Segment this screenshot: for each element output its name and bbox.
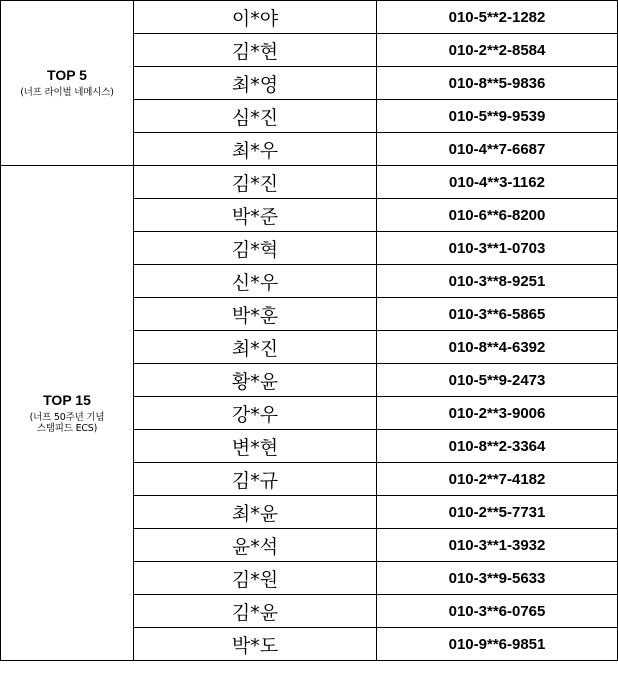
winner-name: 박*도 bbox=[134, 628, 377, 661]
prize-group-subtitle: (너프 50주년 기념 bbox=[29, 411, 105, 423]
winner-row bbox=[1, 1, 618, 34]
winner-phone: 010-2**5-7731 bbox=[377, 496, 618, 529]
winner-phone: 010-4**7-6687 bbox=[377, 133, 618, 166]
winner-phone: 010-6**6-8200 bbox=[377, 199, 618, 232]
winner-phone: 010-3**6-0765 bbox=[377, 595, 618, 628]
winner-phone: 010-2**2-8584 bbox=[377, 34, 618, 67]
winner-name: 최*진 bbox=[134, 331, 377, 364]
winner-name: 김*규 bbox=[134, 463, 377, 496]
prize-group-title: TOP 15 bbox=[43, 391, 91, 408]
prize-group-title: TOP 5 bbox=[47, 66, 87, 83]
winner-phone: 010-2**3-9006 bbox=[377, 397, 618, 430]
winner-phone: 010-8**5-9836 bbox=[377, 67, 618, 100]
prize-group-subtitle: 스탬피드 ECS) bbox=[36, 422, 98, 434]
prize-group-subtitle: (너프 라이벌 네메시스) bbox=[20, 87, 114, 99]
winner-name: 박*준 bbox=[134, 199, 377, 232]
winner-phone: 010-4**3-1162 bbox=[377, 166, 618, 199]
winner-name: 김*진 bbox=[134, 166, 377, 199]
winners-table-body bbox=[1, 1, 618, 661]
winner-phone: 010-5**9-2473 bbox=[377, 364, 618, 397]
winner-phone: 010-3**1-0703 bbox=[377, 232, 618, 265]
winner-phone: 010-5**2-1282 bbox=[377, 1, 618, 34]
winner-phone: 010-9**6-9851 bbox=[377, 628, 618, 661]
winner-name: 박*훈 bbox=[134, 298, 377, 331]
winner-phone: 010-3**8-9251 bbox=[377, 265, 618, 298]
winner-phone: 010-3**9-5633 bbox=[377, 562, 618, 595]
winner-name: 김*윤 bbox=[134, 595, 377, 628]
winner-phone: 010-3**6-5865 bbox=[377, 298, 618, 331]
prize-group-cell bbox=[1, 1, 134, 166]
winner-name: 윤*석 bbox=[134, 529, 377, 562]
winner-phone: 010-3**1-3932 bbox=[377, 529, 618, 562]
winner-name: 신*우 bbox=[134, 265, 377, 298]
winner-name: 김*현 bbox=[134, 34, 377, 67]
winner-name: 김*혁 bbox=[134, 232, 377, 265]
winner-name: 이*야 bbox=[134, 1, 377, 34]
winner-name: 최*윤 bbox=[134, 496, 377, 529]
winner-name: 변*현 bbox=[134, 430, 377, 463]
winner-name: 최*우 bbox=[134, 133, 377, 166]
winner-name: 심*진 bbox=[134, 100, 377, 133]
prize-group-cell bbox=[1, 166, 134, 661]
winner-row bbox=[1, 166, 618, 199]
winner-name: 최*영 bbox=[134, 67, 377, 100]
winner-phone: 010-2**7-4182 bbox=[377, 463, 618, 496]
winner-phone: 010-8**4-6392 bbox=[377, 331, 618, 364]
winner-phone: 010-8**2-3364 bbox=[377, 430, 618, 463]
winner-name: 김*원 bbox=[134, 562, 377, 595]
winner-name: 강*우 bbox=[134, 397, 377, 430]
winner-phone: 010-5**9-9539 bbox=[377, 100, 618, 133]
winner-name: 황*윤 bbox=[134, 364, 377, 397]
